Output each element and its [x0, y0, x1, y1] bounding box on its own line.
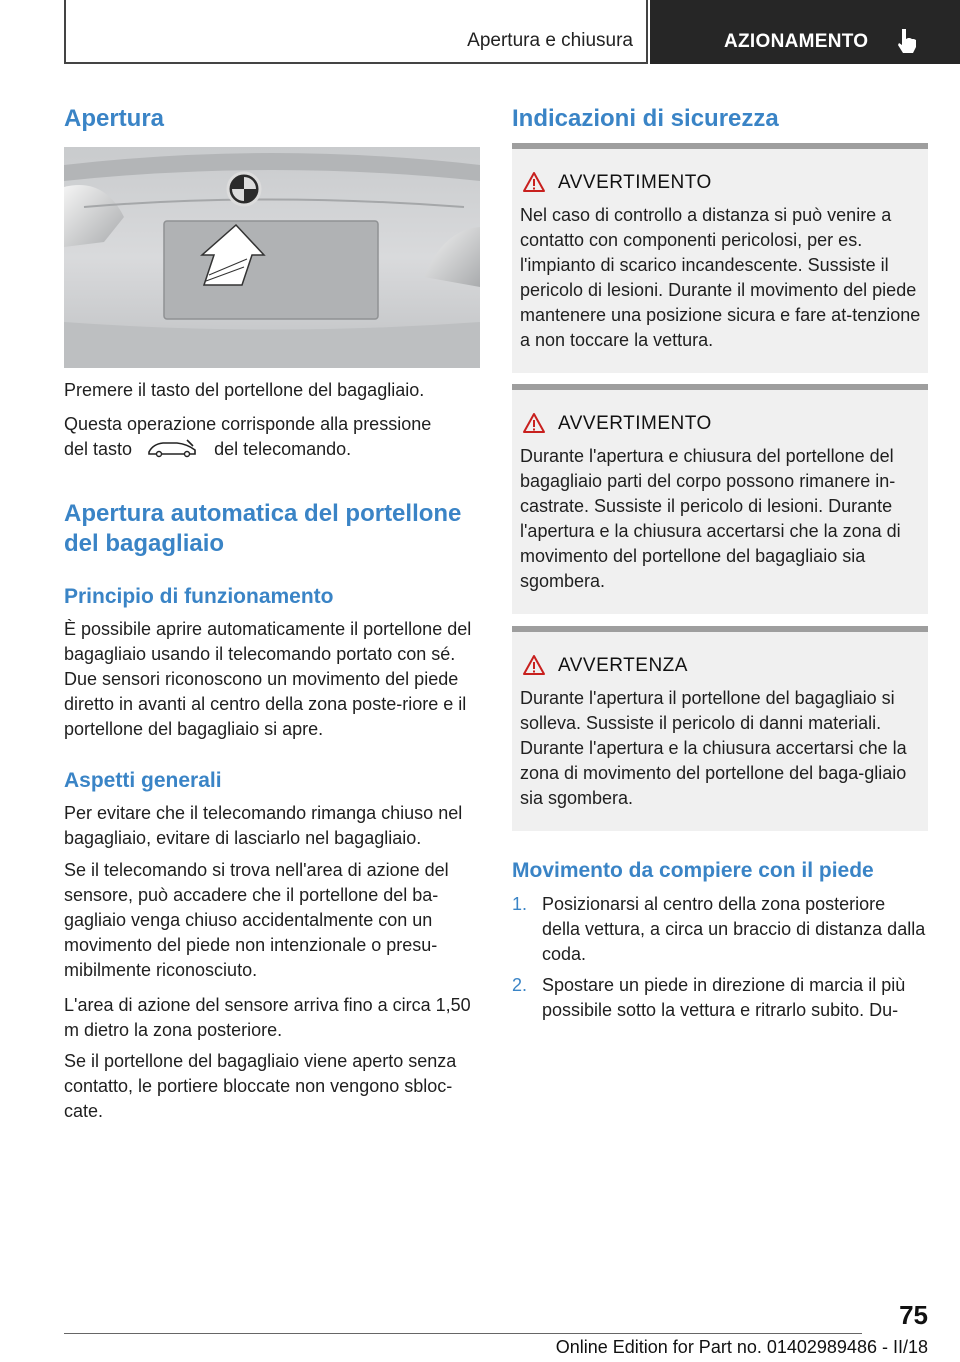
warning-bar: [512, 626, 928, 632]
paragraph-aspetti-3: L'area di azione del sensore arriva fino a circa 1,50 m dietro la zona posteriore.: [64, 995, 471, 1040]
paragraph-premere: Premere il tasto del portellone del bagagliaio.: [64, 380, 425, 400]
heading-apertura: Apertura: [64, 105, 165, 132]
list-number: 1.: [512, 894, 528, 914]
car-trunk-remote-icon: [147, 438, 199, 458]
list-number: 2.: [512, 975, 528, 995]
warning-box-3: [512, 626, 928, 831]
warning-bar: [512, 384, 928, 390]
warning-title: AVVERTENZA: [558, 655, 688, 676]
heading-aspetti: Aspetti generali: [64, 769, 222, 792]
heading-movimento: Movimento da compiere con il piede: [512, 859, 874, 882]
heading-principio: Principio di funzionamento: [64, 585, 334, 608]
paragraph-aspetti-1: Per evitare che il telecomando rimanga chiuso nel bagagliaio, evitare di lasciarlo nel bagagliaio.: [64, 803, 463, 848]
header-chapter-title: AZIONAMENTO: [724, 31, 869, 52]
warning-text: Nel caso di controllo a distanza si può venire a contatto con componenti pericolosi, per es. l'impianto di scarico incandescente. Sussiste il pericolo di lesioni. Durante il movimento del piede mantenere una posizione sicura e fare at-tenzione a non toccare la vettura.: [520, 205, 921, 350]
footer-edition: Online Edition for Part no. 01402989486 - II/18: [555, 1337, 928, 1357]
warning-triangle-icon: [522, 412, 546, 434]
warning-box-2: [512, 384, 928, 614]
warning-title: AVVERTIMENTO: [558, 172, 712, 193]
warning-bar: [512, 143, 928, 149]
header-section-title: Apertura e chiusura: [467, 30, 633, 51]
paragraph-questa-line2-end: del telecomando.: [214, 439, 352, 459]
list-item: Spostare un piede in direzione di marcia il più possibile sotto la vettura e ritrarlo subito. Du-: [542, 975, 906, 1020]
warning-box-1: [512, 143, 928, 373]
list-item: Posizionarsi al centro della zona posteriore della vettura, a circa un braccio di distanza dalla coda.: [542, 894, 926, 964]
header-chapter-tab: [650, 0, 960, 64]
footer-divider: [64, 1333, 862, 1334]
paragraph-aspetti-4: Se il portellone del bagagliaio viene aperto senza contatto, le portiere bloccate non vengono sbloc-cate.: [64, 1051, 457, 1121]
page-number: 75: [899, 1300, 928, 1330]
paragraph-questa-line2-start: del tasto: [64, 439, 133, 459]
warning-triangle-icon: [522, 654, 546, 676]
car-trunk-photo: [64, 147, 480, 368]
paragraph-aspetti-2: Se il telecomando si trova nell'area di azione del sensore, può accadere che il portellone del ba-gagliaio venga chiuso accidentalmente con un movimento del piede non intenzionale o presu-mibilmente riconosciuto.: [64, 860, 449, 980]
header-section-box: [64, 0, 648, 64]
paragraph-questa-line1: Questa operazione corrisponde alla pressione: [64, 414, 432, 434]
warning-text: Durante l'apertura il portellone del bagagliaio si solleva. Sussiste il pericolo di danni materiali. Durante l'apertura e la chiusura accertarsi che la zona di movimento del portellone del baga-gliaio sia sgombera.: [520, 688, 907, 808]
heading-sicurezza: Indicazioni di sicurezza: [512, 105, 779, 132]
heading-apertura-automatica: Apertura automatica del portellone del bagagliaio: [64, 500, 462, 557]
warning-text: Durante l'apertura e chiusura del portellone del bagagliaio parti del corpo possono rimanere in-castrate. Sussiste il pericolo di lesioni. Durante l'apertura e la chiusura accertarsi che la zona di movimento del portellone del bagagliaio sia sgombera.: [520, 446, 901, 591]
warning-title: AVVERTIMENTO: [558, 413, 712, 434]
paragraph-principio: È possibile aprire automaticamente il portellone del bagagliaio usando il telecomando portato con sé. Due sensori riconoscono un movimento del piede diretto in avanti al centro della zona poste-riore e il portellone del bagagliaio si apre.: [64, 619, 472, 739]
pointing-hand-icon: [894, 27, 920, 55]
warning-triangle-icon: [522, 171, 546, 193]
